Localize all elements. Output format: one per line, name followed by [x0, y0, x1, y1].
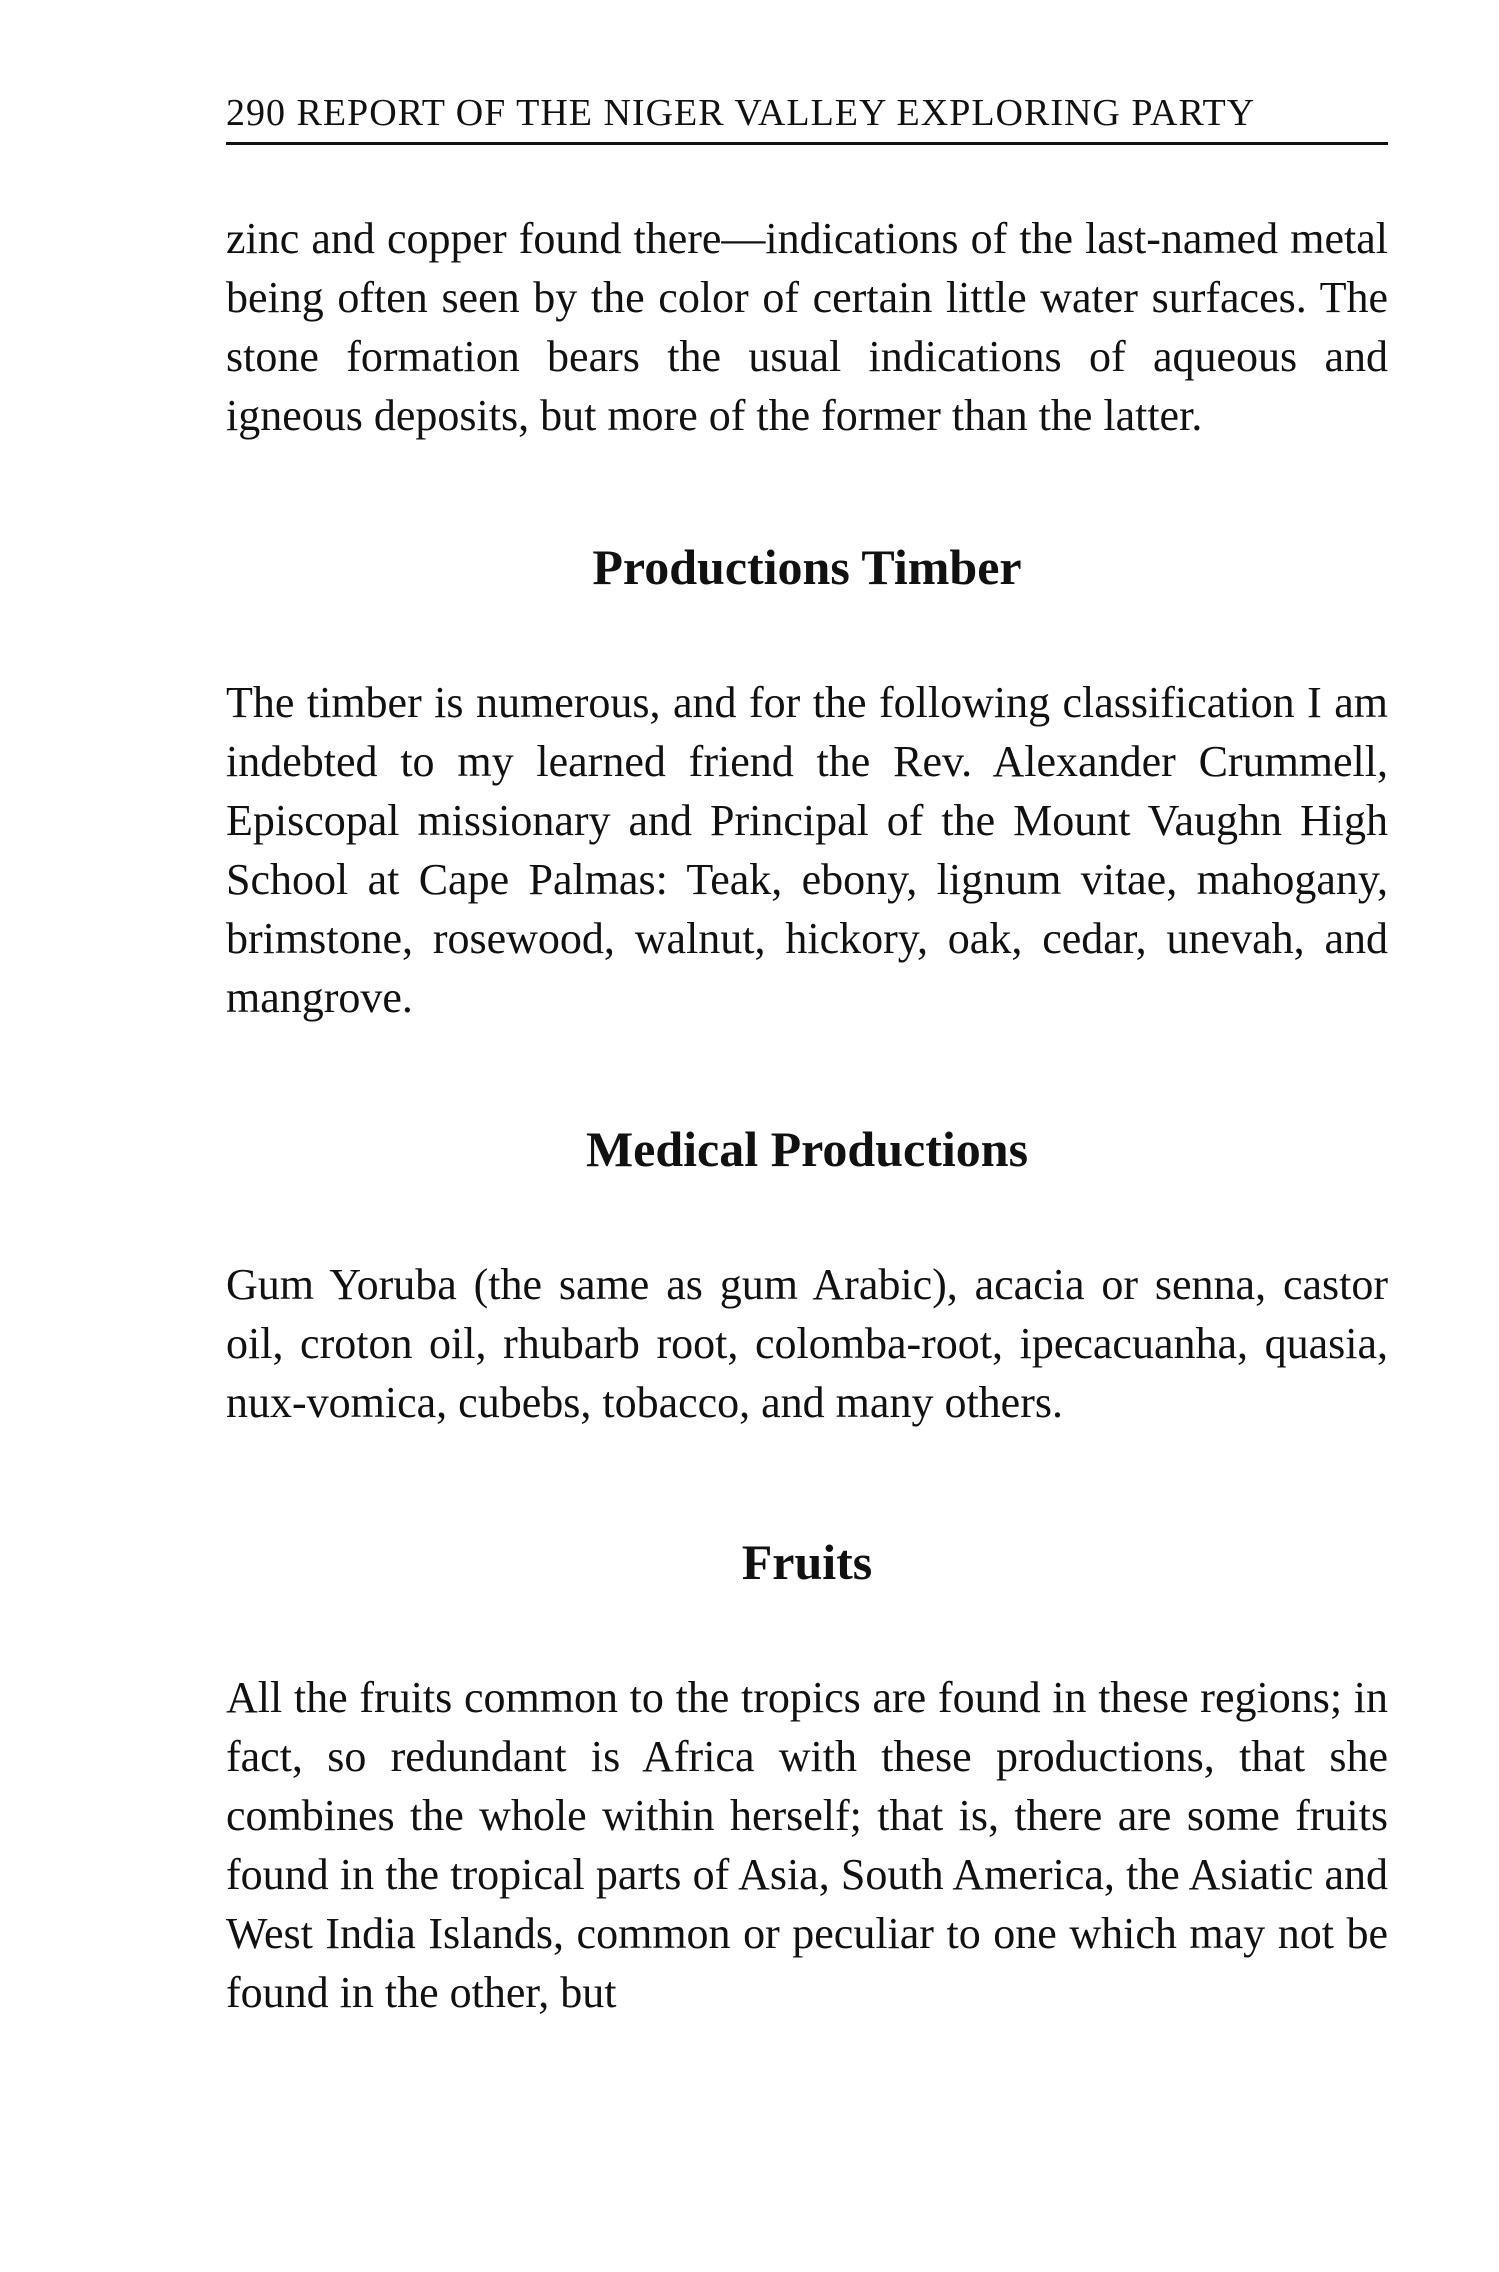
- section-heading-medical: Medical Productions: [585, 1121, 1029, 1177]
- book-page: [226, 90, 1388, 2022]
- section-heading-timber: Productions Timber: [592, 539, 1022, 595]
- paragraph-medical: Gum Yoruba (the same as gum Arabic), acacia or senna, castor oil, croton oil, rhubarb root, colomba-root, ipecacuanha, quasia, nux-vomica, cubebs, tobacco, and many others.: [226, 1260, 1388, 1427]
- section-heading-fruits: Fruits: [741, 1534, 873, 1590]
- running-head: 290 REPORT OF THE NIGER VALLEY EXPLORING PARTY: [226, 92, 1256, 134]
- paragraph-timber: The timber is numerous, and for the following classification I am indebted to my learned friend the Rev. Alexander Crummell, Episcopal missionary and Principal of the Mount Vaughn High School at Cape Palmas: Teak, ebony, lignum vitae, mahogany, brimstone, rosewood, walnut, hickory, oak, cedar, unevah, and mangrove.: [226, 678, 1388, 1022]
- header-rule: [226, 142, 1388, 145]
- paragraph-fruits: All the fruits common to the tropics are found in these regions; in fact, so redundant is Africa with these productions, that she combines the whole within herself; that is, there are some fruits found in the tropical parts of Asia, South America, the Asiatic and West India Islands, common or peculiar to one which may not be found in the other, but: [226, 1673, 1388, 2017]
- paragraph-geology: zinc and copper found there—indications of the last-named metal being often seen by the color of certain little water surfaces. The stone formation bears the usual indications of aqueous and igneous deposits, but more of the former than the latter.: [226, 214, 1388, 440]
